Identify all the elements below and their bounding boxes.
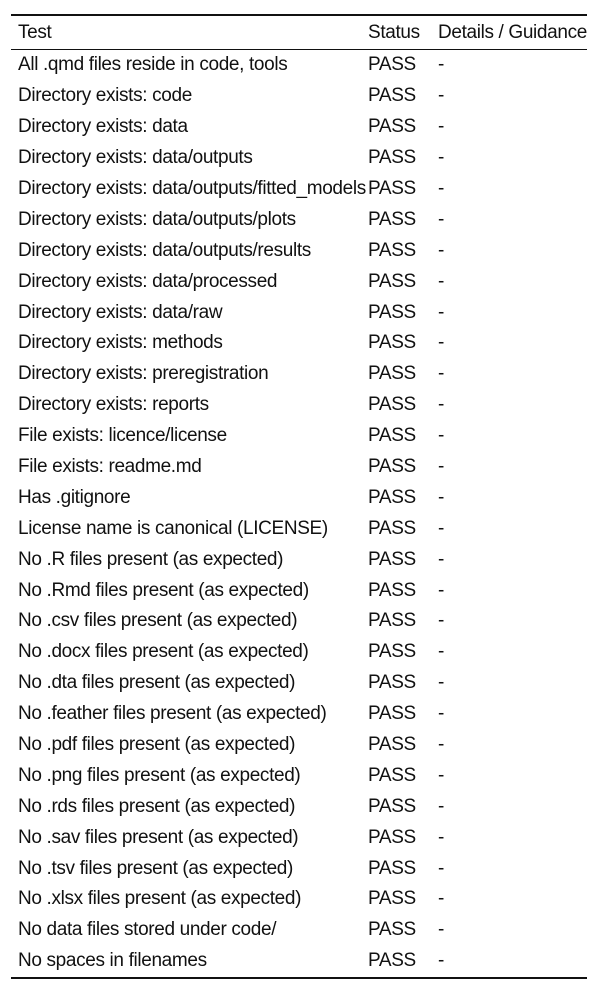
- cell-test: Directory exists: data: [18, 116, 188, 138]
- results-table-container: [11, 14, 587, 979]
- cell-status: PASS: [368, 394, 416, 416]
- cell-status: PASS: [368, 579, 416, 601]
- header-details: Details / Guidance: [438, 21, 587, 43]
- cell-status: PASS: [368, 919, 416, 941]
- cell-details: -: [438, 764, 444, 786]
- table-header: [11, 15, 587, 50]
- cell-status: PASS: [368, 826, 416, 848]
- cell-status: PASS: [368, 425, 416, 447]
- cell-status: PASS: [368, 332, 416, 354]
- table-row: [11, 791, 587, 822]
- cell-test: No .png files present (as expected): [18, 764, 301, 786]
- table-row: [11, 822, 587, 853]
- cell-details: -: [438, 239, 444, 261]
- table-row: [11, 390, 587, 421]
- cell-test: No .tsv files present (as expected): [18, 857, 293, 879]
- cell-status: PASS: [368, 116, 416, 138]
- cell-status: PASS: [368, 517, 416, 539]
- table-row: [11, 204, 587, 235]
- cell-status: PASS: [368, 456, 416, 478]
- cell-details: -: [438, 363, 444, 385]
- table-row: [11, 915, 587, 946]
- cell-details: -: [438, 795, 444, 817]
- cell-status: PASS: [368, 703, 416, 725]
- cell-test: Directory exists: data/outputs/results: [18, 239, 311, 261]
- cell-details: -: [438, 672, 444, 694]
- table-row: [11, 544, 587, 575]
- table-row: [11, 668, 587, 699]
- cell-details: -: [438, 919, 444, 941]
- cell-test: No .docx files present (as expected): [18, 641, 309, 663]
- cell-status: PASS: [368, 239, 416, 261]
- table-body: [11, 50, 587, 978]
- cell-test: Directory exists: methods: [18, 332, 223, 354]
- cell-status: PASS: [368, 888, 416, 910]
- cell-test: No data files stored under code/: [18, 919, 277, 941]
- cell-details: -: [438, 888, 444, 910]
- table-row: [11, 884, 587, 915]
- cell-details: -: [438, 270, 444, 292]
- cell-test: No .Rmd files present (as expected): [18, 579, 309, 601]
- table-row: [11, 235, 587, 266]
- cell-test: No .R files present (as expected): [18, 548, 284, 570]
- cell-status: PASS: [368, 301, 416, 323]
- cell-status: PASS: [368, 147, 416, 169]
- cell-status: PASS: [368, 548, 416, 570]
- header-test: Test: [18, 21, 52, 43]
- cell-status: PASS: [368, 270, 416, 292]
- cell-status: PASS: [368, 641, 416, 663]
- table-row: [11, 452, 587, 483]
- table-row: [11, 853, 587, 884]
- table-row: [11, 81, 587, 112]
- cell-details: -: [438, 703, 444, 725]
- cell-details: -: [438, 147, 444, 169]
- table-row: [11, 174, 587, 205]
- cell-test: No .csv files present (as expected): [18, 610, 298, 632]
- cell-details: -: [438, 548, 444, 570]
- cell-test: Directory exists: data/raw: [18, 301, 223, 323]
- cell-status: PASS: [368, 85, 416, 107]
- cell-test: Has .gitignore: [18, 486, 131, 508]
- cell-details: -: [438, 826, 444, 848]
- cell-status: PASS: [368, 795, 416, 817]
- table-row: [11, 359, 587, 390]
- cell-details: -: [438, 178, 444, 199]
- cell-status: PASS: [368, 486, 416, 508]
- cell-test: No .feather files present (as expected): [18, 703, 327, 725]
- cell-test: No .pdf files present (as expected): [18, 734, 296, 756]
- cell-details: -: [438, 517, 444, 539]
- cell-status: PASS: [368, 950, 416, 972]
- cell-details: -: [438, 394, 444, 416]
- cell-status: PASS: [368, 208, 416, 230]
- table-row: [11, 328, 587, 359]
- cell-status: PASS: [368, 178, 416, 199]
- cell-details: -: [438, 456, 444, 478]
- cell-test: Directory exists: data/outputs/plots: [18, 208, 296, 230]
- table-row: [11, 482, 587, 513]
- table-row: [11, 421, 587, 452]
- cell-details: -: [438, 641, 444, 663]
- table-row: [11, 730, 587, 761]
- cell-test: Directory exists: code: [18, 85, 192, 107]
- table-row: [11, 112, 587, 143]
- cell-details: -: [438, 579, 444, 601]
- cell-test: Directory exists: data/outputs/fitted_models: [18, 178, 366, 199]
- header-row: [11, 15, 587, 50]
- table-row: [11, 143, 587, 174]
- cell-test: File exists: licence/license: [18, 425, 227, 447]
- cell-test: No .sav files present (as expected): [18, 826, 299, 848]
- table-row: [11, 50, 587, 81]
- cell-status: PASS: [368, 610, 416, 632]
- table-row: [11, 297, 587, 328]
- cell-status: PASS: [368, 734, 416, 756]
- cell-details: -: [438, 610, 444, 632]
- cell-test: No .dta files present (as expected): [18, 672, 296, 694]
- cell-details: -: [438, 85, 444, 107]
- table-row: [11, 513, 587, 544]
- cell-details: -: [438, 950, 444, 972]
- cell-test: Directory exists: preregistration: [18, 363, 269, 385]
- cell-test: Directory exists: data/processed: [18, 270, 278, 292]
- cell-test: No .xlsx files present (as expected): [18, 888, 302, 910]
- cell-details: -: [438, 425, 444, 447]
- table-row: [11, 760, 587, 791]
- cell-status: PASS: [368, 363, 416, 385]
- cell-details: -: [438, 734, 444, 756]
- table-row: [11, 699, 587, 730]
- table-row: [11, 575, 587, 606]
- results-table: [11, 14, 587, 979]
- cell-status: PASS: [368, 54, 416, 76]
- cell-details: -: [438, 332, 444, 354]
- cell-details: -: [438, 857, 444, 879]
- cell-status: PASS: [368, 857, 416, 879]
- header-status: Status: [368, 21, 420, 43]
- cell-test: All .qmd files reside in code, tools: [18, 54, 288, 76]
- cell-test: Directory exists: data/outputs: [18, 147, 253, 169]
- cell-details: -: [438, 486, 444, 508]
- cell-details: -: [438, 54, 444, 76]
- cell-details: -: [438, 116, 444, 138]
- cell-test: No spaces in filenames: [18, 950, 207, 972]
- table-row: [11, 637, 587, 668]
- table-row: [11, 266, 587, 297]
- cell-status: PASS: [368, 672, 416, 694]
- table-row: [11, 606, 587, 637]
- cell-test: File exists: readme.md: [18, 456, 202, 478]
- cell-details: -: [438, 208, 444, 230]
- cell-test: No .rds files present (as expected): [18, 795, 296, 817]
- cell-test: License name is canonical (LICENSE): [18, 517, 328, 539]
- table-row: [11, 946, 587, 978]
- cell-test: Directory exists: reports: [18, 394, 209, 416]
- cell-status: PASS: [368, 764, 416, 786]
- cell-details: -: [438, 301, 444, 323]
